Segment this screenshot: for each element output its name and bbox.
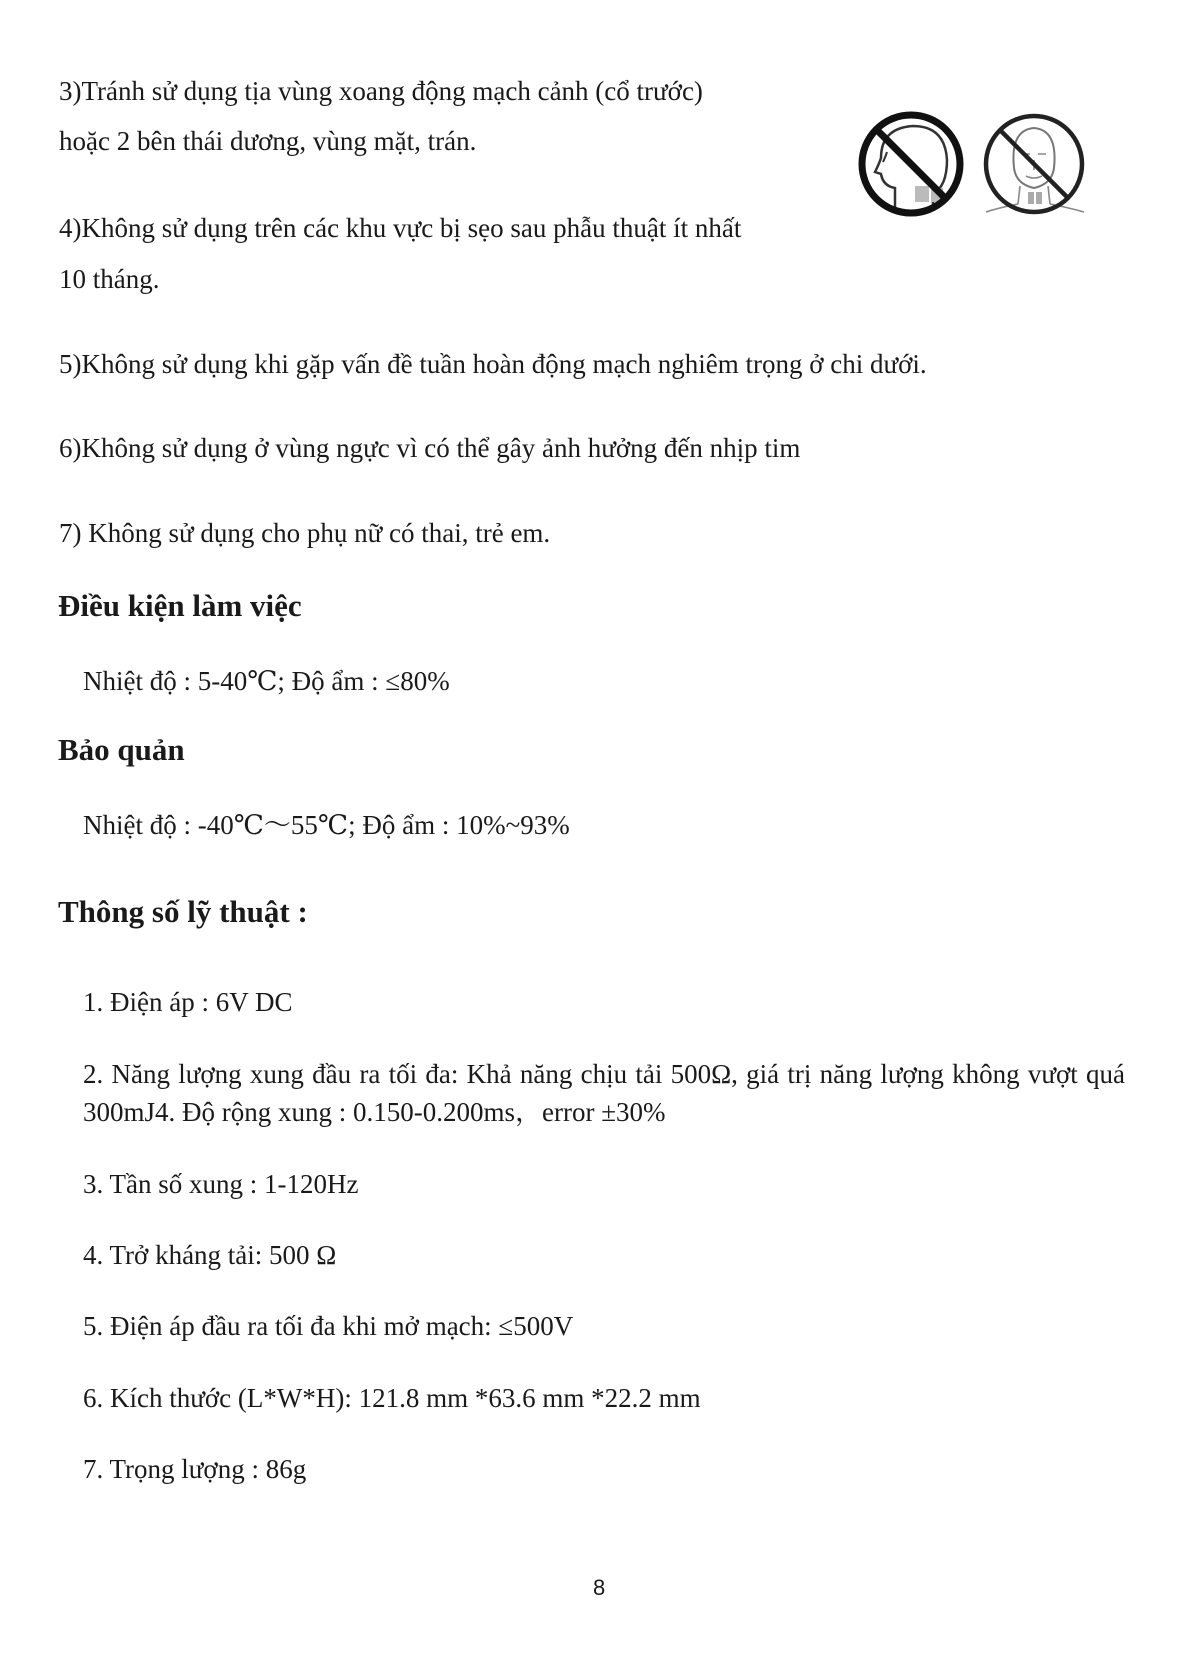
storage-text: Nhiệt độ : -40℃～55℃; Độ ẩm : 10%~93% xyxy=(83,810,570,840)
warning-item-4-line1: 4)Không sử dụng trên các khu vực bị sẹo sau phẫu thuật ít nhất xyxy=(59,213,742,243)
spec-item-2: 2. Năng lượng xung đầu ra tối đa: Khả năng chịu tải 500Ω, giá trị năng lượng không vượt quá 300mJ4. Độ rộng xung : 0.150-0.200ms，error ±30% xyxy=(83,1059,1125,1127)
no-front-neck-icon xyxy=(978,108,1090,220)
working-conditions-text: Nhiệt độ : 5-40℃; Độ ẩm : ≤80% xyxy=(83,666,450,696)
no-side-neck-icon xyxy=(855,108,967,220)
storage-heading: Bảo quản xyxy=(58,732,185,767)
spec-item-5: 5. Điện áp đầu ra tối đa khi mở mạch: ≤500V xyxy=(83,1311,574,1341)
specs-heading: Thông số lỹ thuật : xyxy=(58,894,308,929)
page-number: 8 xyxy=(593,1575,606,1600)
warning-item-4-line2: 10 tháng. xyxy=(59,264,160,294)
warning-item-7: 7) Không sử dụng cho phụ nữ có thai, trẻ em. xyxy=(59,518,551,548)
working-conditions-heading: Điều kiện làm việc xyxy=(58,588,302,623)
spec-item-4: 4. Trở kháng tải: 500 Ω xyxy=(83,1240,337,1270)
warning-item-5: 5)Không sử dụng khi gặp vấn đề tuần hoàn động mạch nghiêm trọng ở chi dưới. xyxy=(59,349,927,379)
warning-item-3-line1: 3)Tránh sử dụng tịa vùng xoang động mạch cảnh (cổ trước) xyxy=(59,76,703,106)
spec-item-1: 1. Điện áp : 6V DC xyxy=(83,987,293,1017)
spec-item-7: 7. Trọng lượng : 86g xyxy=(83,1454,307,1484)
warning-item-3-line2: hoặc 2 bên thái dương, vùng mặt, trán. xyxy=(59,126,477,156)
spec-item-3: 3. Tần số xung : 1-120Hz xyxy=(83,1169,359,1199)
spec-item-6: 6. Kích thước (L*W*H): 121.8 mm *63.6 mm *22.2 mm xyxy=(83,1383,701,1413)
warning-item-6: 6)Không sử dụng ở vùng ngực vì có thể gây ảnh hưởng đến nhịp tim xyxy=(59,433,801,463)
